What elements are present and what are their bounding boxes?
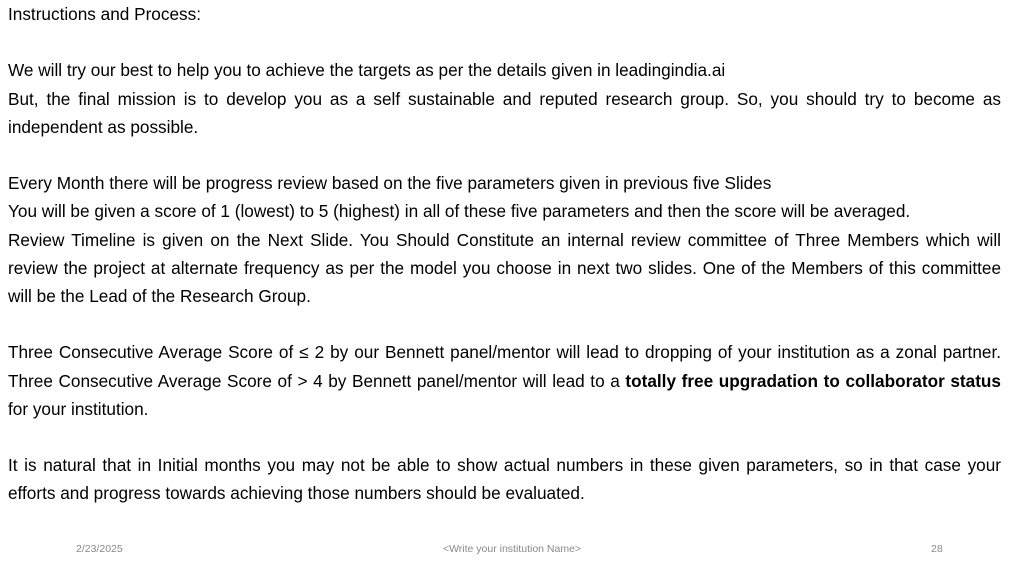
paragraph-review-committee: Review Timeline is given on the Next Slide. You Should Constitute an internal review committee of Three Members which will review the project at alternate frequency as per the model you choose in next two slides. One of the Members of this committee will be the Lead of the Research Group. <box>8 229 1001 306</box>
footer-date: 2/23/2025 <box>76 543 123 555</box>
footer-institution: <Write your institution Name> <box>442 543 582 555</box>
bold-upgrade-text: totally free upgradation to collaborator status <box>625 370 1001 391</box>
paragraph-initial-months: It is natural that in Initial months you may not be able to show actual numbers in these given parameters, so in that case your efforts and progress towards achieving those numbers should be evaluated. <box>8 455 1001 504</box>
slide-body <box>8 0 1001 508</box>
paragraph-monthly-review: Every Month there will be progress review based on the five parameters given in previous five Slides <box>8 173 772 194</box>
score-consequences-text: Three Consecutive Average Score of ≤ 2 by our Bennett panel/mentor will lead to dropping of your institution as a zonal partner. Three Consecutive Average Score of > 4 by Bennett panel/mentor will lead to a <box>8 342 1001 391</box>
score-consequences-end: for your institution. <box>8 398 149 419</box>
slide-title: Instructions and Process: <box>8 4 201 24</box>
footer-page-number: 28 <box>931 543 943 555</box>
paragraph-targets: We will try our best to help you to achieve the targets as per the details given in leadingindia.ai <box>8 60 726 81</box>
paragraph-scoring: You will be given a score of 1 (lowest) to 5 (highest) in all of these five parameters and then the score will be averaged. <box>8 201 911 222</box>
paragraph-mission: But, the final mission is to develop you as a self sustainable and reputed research group. So, you should try to become as independent as possible. <box>8 88 1001 137</box>
paragraph-score-consequences <box>8 338 1001 423</box>
